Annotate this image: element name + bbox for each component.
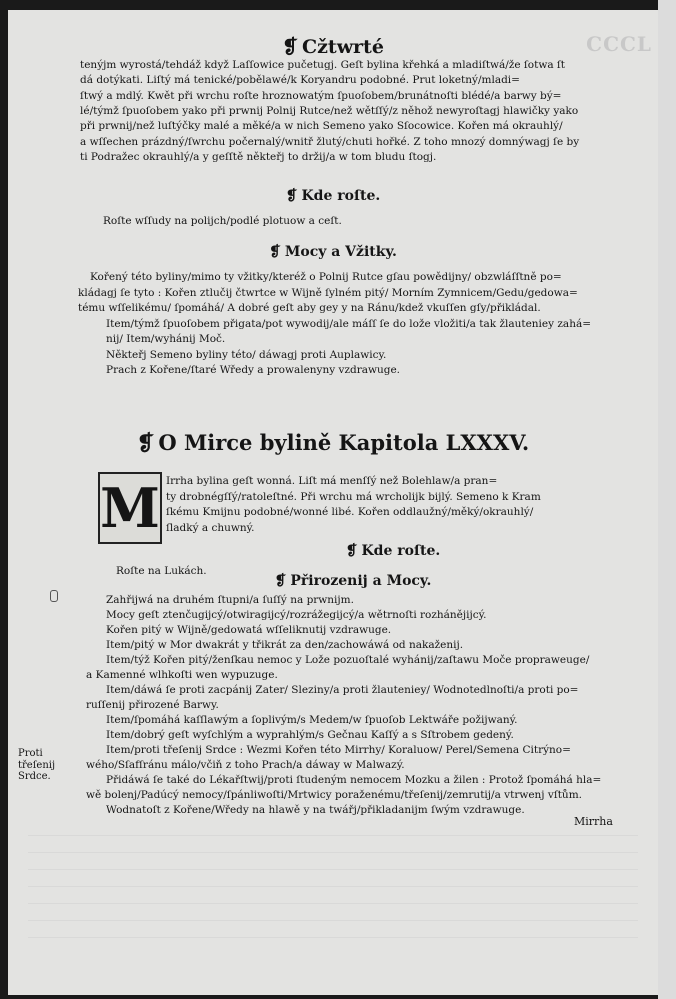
section-heading-mocy: ❡ Mocy a Vžitky. (269, 244, 397, 260)
text-line: ſtwý a mdlý. Kwět při wrchu roſte hroznowatým ſpuoſobem/brunátnoſti blédé/a barwy bý= (80, 89, 562, 102)
pilcrow-icon: ❡ (269, 244, 281, 260)
text-line: ruſſenij přirozené Barwy. (86, 699, 219, 711)
text-line: Item/týmž ſpuoſobem přigata/pot wywodij/ale máſſ ſe do lože vložiti/a tak žlauteniey zahá= (106, 317, 592, 330)
text-line: Item/pitý w Mor dwakrát y třikrát za den/zachowáwá od nakaženij. (106, 639, 464, 651)
ink-mark (50, 590, 58, 602)
pilcrow-icon: ❡ (345, 543, 358, 559)
text-line: Item/týž Kořen pitý/ženſkau nemoc y Lože pozuoſtalé wyhánij/zaſtawu Moče propraweuge/ (106, 654, 590, 666)
text-line: Kořený této byliny/mimo ty vžitky/kteréž o Polnij Rutce gſau powědijny/ obzwláſſtně po= (90, 271, 562, 283)
text-line: ti Podražec okrauhlý/a y geſſtě někteřj to držij/a w tom bludu ſtogj. (80, 150, 437, 163)
text-line: Kořen pitý w Wijně/gedowatá wſſeliknutij vzdrawuge. (106, 624, 392, 636)
page-heading: ❡ Cžtwrté (282, 36, 384, 58)
text-line: a Kamenné wlhkoſti wen wypuzuge. (86, 669, 278, 681)
text-line: Zahřijwá na druhém ſtupni/a ſuſſý na prwnijm. (106, 594, 354, 606)
dropcap-letter: M (98, 472, 162, 544)
catchword: Mirrha (574, 815, 613, 828)
text-line: wého/Sſafſránu málo/včiň z toho Prach/a dáway w Malwazý. (86, 759, 405, 771)
section-heading-kde-roste-2: ❡ Kde roſte. (345, 543, 441, 559)
text-line: při prwnij/než luſtýčky malé a měké/a w nich Semeno yako Sſocowice. Kořen má okrauhlý/ (80, 120, 563, 133)
text-line: lé/týmž ſpuoſobem yako při prwnij Polnij Rutce/než wětſſý/z něhož newyroſtagj hlawičky yako (80, 104, 579, 117)
text-line: Mocy geſt ztenčugijcý/otwiragijcý/rozrážegijcý/a wětrnoſti rozhánějijcý. (106, 609, 487, 621)
pilcrow-icon: ❡ (274, 573, 287, 589)
text-line: tému wſſelikému/ ſpomáhá/ A dobré geſt aby gey y na Ránu/kdež vkuſſen gſy/přikládal. (78, 302, 541, 314)
text-line: kládagj ſe tyto : Kořen ztlučij čtwrtce w Wijně ſylném pitý/ Morním Zymnicem/Gedu/gedowa= (78, 286, 578, 299)
text-line: ſladký a chuwný. (166, 521, 255, 534)
section-heading-kde-roste-1: ❡ Kde roſte. (285, 188, 381, 204)
text-line: Prach z Kořene/ſtaré Wředy a prowalenyny vzdrawuge. (106, 364, 400, 376)
text-line: Roſte wſſudy na polijch/podlé plotuow a ceſt. (103, 215, 342, 227)
text-line: ſkému Kmijnu podobné/wonné libé. Kořen oddlaužný/měký/okrauhlý/ (166, 506, 534, 518)
bleed-through-area (28, 825, 638, 945)
pilcrow-icon: ❡ (285, 188, 298, 204)
text-line: Irrha bylina geſt wonná. Liſt má menſſý než Bolehlaw/a pran= (166, 475, 498, 487)
text-line: nij/ Item/wyhánij Moč. (106, 333, 226, 345)
text-line: Item/dáwá ſe proti zacpánij Zater/ Sleziny/a proti žlauteniey/ Wodnotedlnoſti/a proti po= (106, 684, 579, 696)
margin-note: Proti třeſenij Srdce. (18, 748, 56, 782)
text-line: Někteřj Semeno byliny této/ dáwagj proti Auplawicy. (106, 348, 387, 361)
page-edge (658, 0, 676, 999)
chapter-title: ❡ O Mirce bylině Kapitola LXXXV. (136, 430, 530, 455)
text-line: wě bolenj/Padúcý nemocy/ſpánliwoſti/Mrtwicy poraženému/třeſenij/zemrutij/a vtrwenj vſtům. (86, 789, 582, 801)
text-line: Roſte na Lukách. (116, 565, 207, 577)
text-line: a wſſechen prázdný/ſwrchu počernalý/wnitř žlutý/chuti hořké. Z toho mnozý domnýwagj ſe by (80, 135, 580, 148)
book-page (8, 10, 658, 995)
pilcrow-icon: ❡ (136, 430, 155, 455)
folio-number: CCCL (586, 32, 652, 56)
pilcrow-icon: ❡ (282, 36, 298, 58)
section-heading-prirozeni: ❡ Přirozenij a Mocy. (274, 573, 432, 589)
text-line: Item/dobrý geſt wyſchlým a wyprahlým/s Gečnau Kaſſý a s Sſtrobem gedený. (106, 729, 514, 741)
text-line: Wodnatoſt z Kořene/Wředy na hlawě y na twářj/přikladanijm ſwým vzdrawuge. (106, 804, 525, 816)
text-line: ty drobnégſſý/ratoleſtné. Při wrchu má wrcholijk bijlý. Semeno k Kram (166, 490, 541, 503)
text-line: dá dotýkati. Liſtý má tenické/pobělawé/k Koryandru podobné. Prut loketný/mladi= (80, 74, 520, 87)
text-line: tenýjm wyrostá/tehdáž když Laſſowice pučetugj. Geſt bylina křehká a mladiſtwá/že ſotwa ſt (80, 59, 566, 71)
text-line: Přidáwá ſe také do Lékařſtwij/proti ſtudeným nemocem Mozku a žilen : Protož ſpomáhá hla= (106, 774, 602, 786)
text-line: Item/proti třeſenij Srdce : Wezmi Kořen této Mirrhy/ Koraluow/ Perel/Semena Citrýno= (106, 744, 571, 756)
text-line: Item/ſpomáhá kaſſlawým a ſoplivým/s Medem/w ſpuoſob Lektwáře požijwaný. (106, 714, 518, 726)
